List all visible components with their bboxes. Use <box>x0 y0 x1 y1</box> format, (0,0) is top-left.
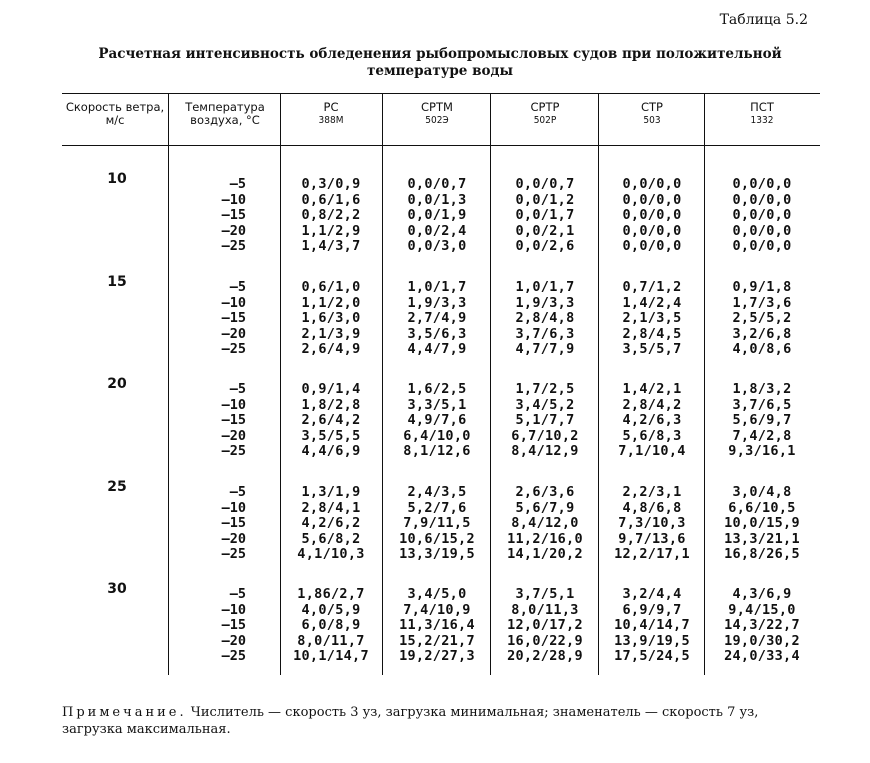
air-temperature-list <box>182 280 246 358</box>
air-temperature: —10 <box>221 294 246 311</box>
icing-value: 0,0/0,0 <box>622 238 682 254</box>
icing-value: 2,8/4,1 <box>301 499 361 516</box>
icing-value: 0,0/0,0 <box>732 176 792 192</box>
icing-values <box>600 382 704 460</box>
icing-value: 5,2/7,6 <box>407 499 467 516</box>
icing-value: 0,0/1,3 <box>407 191 467 208</box>
icing-value: 4,0/5,9 <box>301 601 361 618</box>
wind-speed: 25 <box>107 479 127 495</box>
icing-value: 2,8/4,2 <box>622 396 682 413</box>
icing-value: 1,7/2,5 <box>515 381 575 397</box>
icing-value: 3,3/5,1 <box>407 396 467 413</box>
icing-value: 2,5/5,2 <box>732 310 792 326</box>
vessel-name: ПСТ <box>750 100 774 114</box>
icing-value: 4,1/10,3 <box>297 546 365 562</box>
table-title: Расчетная интенсивность обледенения рыбопромысловых судов при положительной температуре воды <box>98 46 782 79</box>
icing-value: 0,0/0,0 <box>622 207 682 223</box>
icing-value: 7,4/2,8 <box>732 427 792 444</box>
icing-value: 10,4/14,7 <box>614 617 690 633</box>
icing-value: 9,3/16,1 <box>728 443 796 459</box>
column-divider <box>280 93 281 675</box>
vessel-name: СРТР <box>530 100 560 114</box>
icing-values <box>600 280 704 358</box>
icing-value: 19,2/27,3 <box>399 648 475 664</box>
icing-value: 0,0/3,0 <box>407 238 467 254</box>
icing-value: 8,1/12,6 <box>403 443 471 459</box>
icing-value: 0,8/2,2 <box>301 207 361 223</box>
icing-value: 0,6/1,0 <box>301 279 361 295</box>
air-temperature: —25 <box>221 238 246 254</box>
icing-value: 4,0/8,6 <box>732 341 792 357</box>
icing-value: 1,0/1,7 <box>515 279 575 295</box>
icing-value: 0,0/0,0 <box>622 176 682 192</box>
vessel-project: 1332 <box>750 115 774 126</box>
air-temperature: —10 <box>221 499 246 516</box>
icing-value: 4,3/6,9 <box>732 586 792 602</box>
icing-value: 2,8/4,8 <box>515 310 575 326</box>
wind-speed: 20 <box>107 376 127 392</box>
table-note <box>62 704 802 738</box>
icing-value: 4,4/6,9 <box>301 443 361 459</box>
table-number: Таблица 5.2 <box>719 12 808 28</box>
icing-values <box>492 382 598 460</box>
air-temperature: —15 <box>221 515 246 531</box>
header-vessel <box>384 101 490 127</box>
icing-value: 13,3/19,5 <box>399 546 475 562</box>
icing-value: 0,9/1,8 <box>732 279 792 295</box>
icing-values <box>282 382 380 460</box>
icing-value: 0,0/0,7 <box>515 176 575 192</box>
column-divider <box>598 93 599 675</box>
icing-value: 0,0/2,6 <box>515 238 575 254</box>
icing-value: 9,4/15,0 <box>728 601 796 618</box>
icing-values <box>492 587 598 665</box>
icing-value: 6,7/10,2 <box>511 427 579 444</box>
icing-value: 14,1/20,2 <box>507 546 583 562</box>
icing-value: 8,4/12,0 <box>511 515 579 531</box>
icing-value: 8,4/12,9 <box>511 443 579 459</box>
air-temperature: —10 <box>221 601 246 618</box>
icing-value: 12,0/17,2 <box>507 617 583 633</box>
icing-value: 16,8/26,5 <box>724 546 800 562</box>
air-temperature: —20 <box>221 530 246 547</box>
icing-values <box>492 280 598 358</box>
icing-value: 2,2/3,1 <box>622 484 682 500</box>
column-divider <box>382 93 383 675</box>
wind-speed: 15 <box>107 274 127 290</box>
icing-value: 9,7/13,6 <box>618 530 686 547</box>
icing-value: 3,4/5,0 <box>407 586 467 602</box>
icing-value: 1,8/2,8 <box>301 396 361 413</box>
icing-values <box>706 177 818 255</box>
icing-value: 0,0/2,1 <box>515 222 575 239</box>
icing-value: 3,0/4,8 <box>732 484 792 500</box>
icing-value: 4,9/7,6 <box>407 412 467 428</box>
icing-value: 5,1/7,7 <box>515 412 575 428</box>
note-lead: Примечание. <box>62 705 187 720</box>
icing-value: 3,5/5,7 <box>622 341 682 357</box>
header-temp: Температура воздуха, °С <box>185 100 265 127</box>
icing-value: 0,0/0,7 <box>407 176 467 192</box>
icing-value: 1,4/2,4 <box>622 294 682 311</box>
icing-value: 1,4/2,1 <box>622 381 682 397</box>
icing-value: 2,1/3,9 <box>301 325 361 342</box>
icing-value: 7,1/10,4 <box>618 443 686 459</box>
vessel-project: 388М <box>318 115 344 126</box>
icing-value: 2,7/4,9 <box>407 310 467 326</box>
icing-value: 20,2/28,9 <box>507 648 583 664</box>
air-temperature-list <box>182 382 246 460</box>
icing-value: 2,4/3,5 <box>407 484 467 500</box>
air-temperature: —5 <box>229 586 246 602</box>
icing-values <box>706 485 818 563</box>
icing-value: 3,7/6,5 <box>732 396 792 413</box>
air-temperature: —20 <box>221 325 246 342</box>
icing-value: 10,6/15,2 <box>399 530 475 547</box>
icing-value: 0,6/1,6 <box>301 191 361 208</box>
icing-values <box>384 485 490 563</box>
icing-value: 7,4/10,9 <box>403 601 471 618</box>
icing-values <box>384 280 490 358</box>
icing-value: 3,2/4,4 <box>622 586 682 602</box>
icing-value: 0,0/0,0 <box>732 191 792 208</box>
column-divider <box>490 93 491 675</box>
icing-value: 2,6/4,9 <box>301 341 361 357</box>
icing-value: 10,0/15,9 <box>724 515 800 531</box>
icing-values <box>600 485 704 563</box>
icing-values <box>492 485 598 563</box>
note-text: Числитель — скорость 3 уз, загрузка минимальная; знаменатель — скорость 7 уз, загрузка максимальная. <box>62 705 759 737</box>
air-temperature: —25 <box>221 443 246 459</box>
vessel-name: РС <box>323 100 339 114</box>
icing-value: 15,2/21,7 <box>399 632 475 649</box>
icing-value: 3,7/5,1 <box>515 586 575 602</box>
icing-table <box>62 93 820 693</box>
icing-value: 2,6/3,6 <box>515 484 575 500</box>
icing-value: 1,3/1,9 <box>301 484 361 500</box>
vessel-name: СРТМ <box>421 100 453 114</box>
icing-value: 1,7/3,6 <box>732 294 792 311</box>
vessel-project: 502Э <box>425 115 449 126</box>
icing-values <box>706 382 818 460</box>
wind-speed: 30 <box>107 581 127 597</box>
icing-value: 11,2/16,0 <box>507 530 583 547</box>
icing-value: 12,2/17,1 <box>614 546 690 562</box>
air-temperature: —25 <box>221 546 246 562</box>
icing-value: 4,2/6,2 <box>301 515 361 531</box>
icing-value: 0,7/1,2 <box>622 279 682 295</box>
icing-values <box>384 382 490 460</box>
icing-value: 3,5/6,3 <box>407 325 467 342</box>
icing-value: 0,0/0,0 <box>732 222 792 239</box>
icing-value: 10,1/14,7 <box>293 648 369 664</box>
air-temperature-list <box>182 177 246 255</box>
icing-value: 1,6/3,0 <box>301 310 361 326</box>
air-temperature: —15 <box>221 207 246 223</box>
icing-value: 2,6/4,2 <box>301 412 361 428</box>
icing-value: 16,0/22,9 <box>507 632 583 649</box>
icing-value: 4,8/6,8 <box>622 499 682 516</box>
icing-values <box>600 587 704 665</box>
icing-value: 5,6/8,2 <box>301 530 361 547</box>
icing-values <box>384 587 490 665</box>
air-temperature: —5 <box>229 176 246 192</box>
icing-value: 14,3/22,7 <box>724 617 800 633</box>
vessel-project: 503 <box>643 115 661 126</box>
icing-value: 2,8/4,5 <box>622 325 682 342</box>
vessel-project: 502Р <box>533 115 557 126</box>
icing-value: 0,0/0,0 <box>732 207 792 223</box>
air-temperature: —15 <box>221 412 246 428</box>
icing-value: 7,9/11,5 <box>403 515 471 531</box>
icing-value: 3,7/6,3 <box>515 325 575 342</box>
icing-value: 1,9/3,3 <box>407 294 467 311</box>
icing-value: 11,3/16,4 <box>399 617 475 633</box>
header-vessel <box>600 101 704 127</box>
air-temperature: —25 <box>221 648 246 664</box>
icing-value: 0,3/0,9 <box>301 176 361 192</box>
icing-values <box>706 280 818 358</box>
air-temperature-list <box>182 485 246 563</box>
icing-value: 0,0/1,9 <box>407 207 467 223</box>
column-divider <box>704 93 705 675</box>
header-vessel <box>492 101 598 127</box>
icing-value: 1,0/1,7 <box>407 279 467 295</box>
icing-value: 8,0/11,7 <box>297 632 365 649</box>
air-temperature: —25 <box>221 341 246 357</box>
icing-values <box>706 587 818 665</box>
icing-value: 3,2/6,8 <box>732 325 792 342</box>
icing-value: 6,6/10,5 <box>728 499 796 516</box>
air-temperature: —5 <box>229 381 246 397</box>
icing-values <box>492 177 598 255</box>
air-temperature: —20 <box>221 427 246 444</box>
icing-value: 5,6/9,7 <box>732 412 792 428</box>
icing-value: 8,0/11,3 <box>511 601 579 618</box>
icing-values <box>282 587 380 665</box>
icing-value: 6,9/9,7 <box>622 601 682 618</box>
vessel-name: СТР <box>641 100 663 114</box>
icing-value: 2,1/3,5 <box>622 310 682 326</box>
icing-value: 6,0/8,9 <box>301 617 361 633</box>
icing-value: 1,86/2,7 <box>297 586 365 602</box>
air-temperature-list <box>182 587 246 665</box>
icing-value: 7,3/10,3 <box>618 515 686 531</box>
air-temperature: —20 <box>221 632 246 649</box>
header-wind: Скорость ветра, м/с <box>65 100 165 127</box>
icing-value: 17,5/24,5 <box>614 648 690 664</box>
icing-value: 13,3/21,1 <box>724 530 800 547</box>
icing-value: 5,6/7,9 <box>515 499 575 516</box>
icing-value: 0,0/1,7 <box>515 207 575 223</box>
wind-speed: 10 <box>107 171 127 187</box>
air-temperature: —10 <box>221 191 246 208</box>
icing-values <box>282 280 380 358</box>
icing-value: 1,1/2,9 <box>301 222 361 239</box>
icing-value: 1,9/3,3 <box>515 294 575 311</box>
icing-values <box>282 177 380 255</box>
icing-value: 1,4/3,7 <box>301 238 361 254</box>
air-temperature: —15 <box>221 310 246 326</box>
icing-value: 4,2/6,3 <box>622 412 682 428</box>
icing-values <box>384 177 490 255</box>
icing-values <box>282 485 380 563</box>
icing-value: 19,0/30,2 <box>724 632 800 649</box>
air-temperature: —15 <box>221 617 246 633</box>
icing-value: 3,4/5,2 <box>515 396 575 413</box>
top-rule <box>62 93 820 94</box>
icing-value: 0,0/0,0 <box>622 191 682 208</box>
icing-value: 1,1/2,0 <box>301 294 361 311</box>
air-temperature: —10 <box>221 396 246 413</box>
icing-value: 0,0/0,0 <box>622 222 682 239</box>
icing-value: 4,4/7,9 <box>407 341 467 357</box>
header-vessel <box>282 101 380 127</box>
icing-value: 0,0/2,4 <box>407 222 467 239</box>
icing-value: 3,5/5,5 <box>301 427 361 444</box>
air-temperature: —5 <box>229 484 246 500</box>
icing-value: 1,8/3,2 <box>732 381 792 397</box>
icing-values <box>600 177 704 255</box>
header-vessel <box>706 101 818 127</box>
icing-value: 1,6/2,5 <box>407 381 467 397</box>
header-rule <box>62 145 820 146</box>
icing-value: 0,0/0,0 <box>732 238 792 254</box>
air-temperature: —5 <box>229 279 246 295</box>
icing-value: 4,7/7,9 <box>515 341 575 357</box>
icing-value: 0,0/1,2 <box>515 191 575 208</box>
icing-value: 13,9/19,5 <box>614 632 690 649</box>
icing-value: 0,9/1,4 <box>301 381 361 397</box>
air-temperature: —20 <box>221 222 246 239</box>
icing-value: 5,6/8,3 <box>622 427 682 444</box>
icing-value: 6,4/10,0 <box>403 427 471 444</box>
icing-value: 24,0/33,4 <box>724 648 800 664</box>
